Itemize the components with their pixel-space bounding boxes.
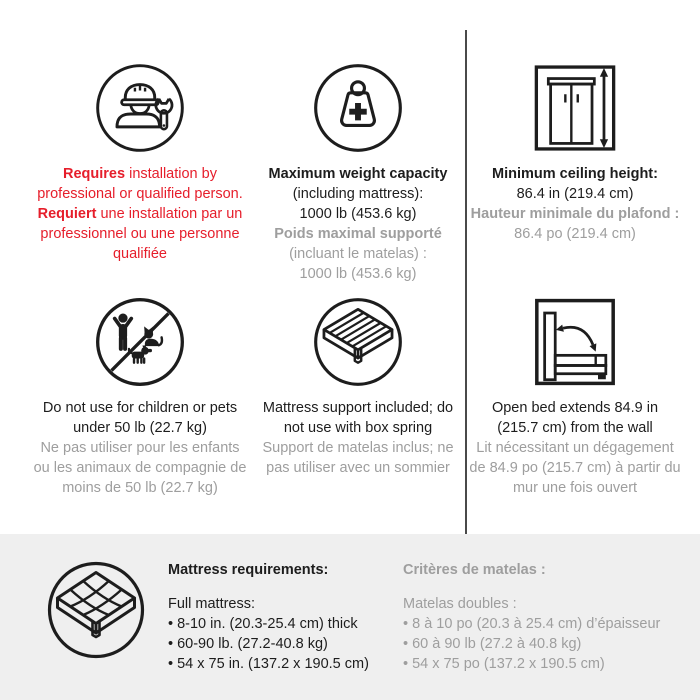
spec-text-ceiling-height (471, 164, 680, 244)
info-line: Mattress support included; do (262, 400, 454, 416)
info-line: Do not use for children or pets (42, 400, 238, 416)
info-line: Open bed extends 84.9 in (491, 400, 659, 416)
info-line: Maximum weight capacity (268, 166, 448, 182)
info-line: Lit nécessitant un dégagement (476, 440, 674, 456)
bullet-item: • 60-90 lb. (27.2-40.8 kg) (168, 636, 328, 652)
spec-text-installation (37, 164, 243, 264)
mattress-type-en: Full mattress: (168, 596, 256, 612)
spec-cell-ceiling-height (458, 62, 692, 296)
mattress-specs-en (168, 614, 381, 674)
spec-text-mattress-support (262, 398, 453, 478)
info-line: Requiert une installation par un (37, 206, 243, 222)
info-line: pas utiliser avec un sommier (266, 460, 450, 476)
spec-cell-mattress-support (250, 296, 466, 498)
spec-cell-installation (15, 62, 265, 296)
info-line: Minimum ceiling height: (492, 166, 658, 182)
open-bed-icon (529, 296, 621, 388)
info-line: mur une fois ouvert (512, 480, 638, 496)
info-line: (incluant le matelas) : (289, 246, 427, 262)
info-line: 86.4 po (219.4 cm) (514, 226, 636, 242)
mattress-support-icon (312, 296, 404, 388)
info-line: Requires installation by (63, 166, 217, 182)
info-line: Support de matelas inclus; ne (262, 440, 454, 456)
mattress-req-heading-fr: Critères de matelas : (403, 562, 546, 578)
spec-text-weight (269, 164, 448, 284)
mattress-requirements-fr (403, 534, 660, 700)
info-line: 1000 lb (453.6 kg) (299, 266, 417, 282)
bullet-item: • 8-10 in. (20.3-25.4 cm) thick (168, 616, 358, 632)
installer-icon (94, 62, 186, 154)
spec-cell-open-bed (458, 296, 692, 498)
no-children-pets-icon (94, 296, 186, 388)
spec-text-no-children-pets (34, 398, 247, 498)
mattress-req-heading-en: Mattress requirements: (168, 562, 329, 578)
info-line: professional or qualified person. (37, 186, 243, 202)
spec-cell-no-children-pets (15, 296, 265, 498)
info-line: Poids maximal supporté (274, 226, 442, 242)
info-line: (215.7 cm) from the wall (497, 420, 653, 436)
spec-cell-weight (250, 62, 466, 296)
mattress-requirements-en (168, 534, 381, 700)
ceiling-height-icon (529, 62, 621, 154)
weight-capacity-icon (312, 62, 404, 154)
info-line: ou les animaux de compagnie de (33, 460, 247, 476)
mattress-requirements-section (0, 534, 700, 700)
info-line: not use with box spring (283, 420, 433, 436)
info-line: Ne pas utiliser pour les enfants (40, 440, 240, 456)
info-line: moins de 50 lb (22.7 kg) (62, 480, 218, 496)
info-line: Hauteur minimale du plafond : (470, 206, 680, 222)
info-line: qualifiée (112, 246, 167, 262)
info-line: under 50 lb (22.7 kg) (73, 420, 207, 436)
bullet-item: • 54 x 75 in. (137.2 x 190.5 cm) (168, 656, 369, 672)
info-line: professionnel ou une personne (40, 226, 240, 242)
bullet-item: • 54 x 75 po (137.2 x 190.5 cm) (403, 656, 605, 672)
mattress-specs-fr (403, 614, 660, 674)
mattress-type-fr: Matelas doubles : (403, 596, 517, 612)
mattress-icon (46, 560, 146, 660)
info-line: 86.4 in (219.4 cm) (516, 186, 634, 202)
bullet-item: • 60 à 90 lb (27.2 à 40.8 kg) (403, 636, 582, 652)
info-line: 1000 lb (453.6 kg) (299, 206, 417, 222)
info-line: de 84.9 po (215.7 cm) à partir du (469, 460, 681, 476)
info-line: (including mattress): (292, 186, 424, 202)
spec-text-open-bed (469, 398, 680, 498)
bullet-item: • 8 à 10 po (20.3 à 25.4 cm) d’épaisseur (403, 616, 661, 632)
